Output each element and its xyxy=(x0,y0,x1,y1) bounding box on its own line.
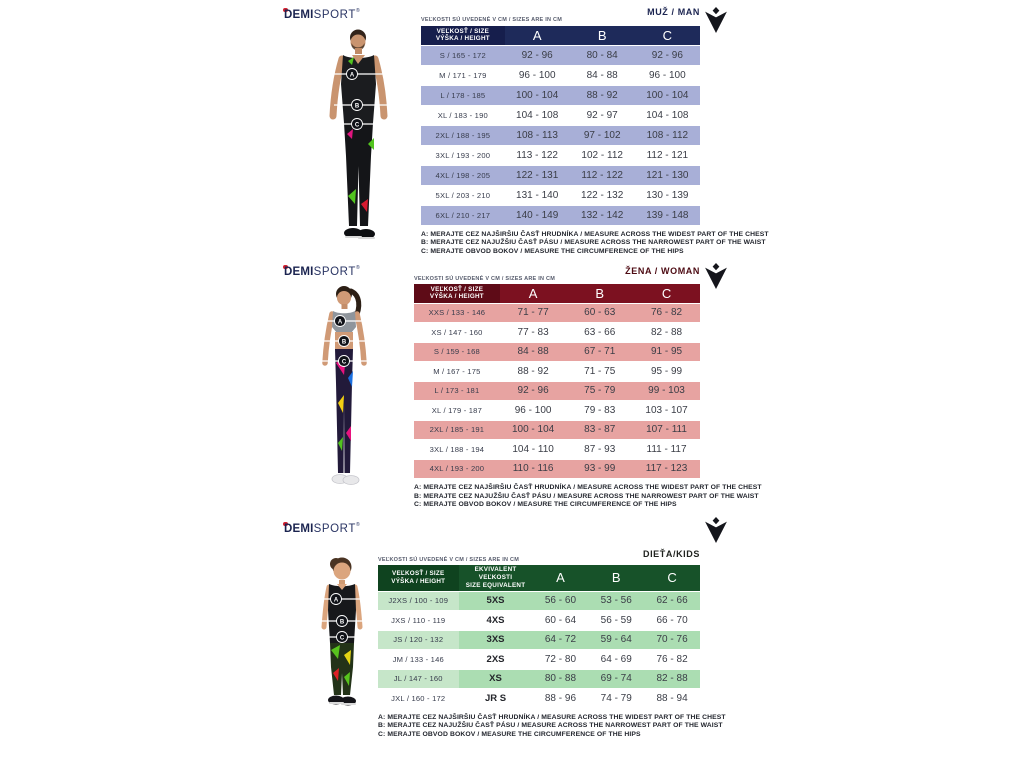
note-c: C: MERAJTE OBVOD BOKOV / MEASURE THE CIRCUMFERENCE OF THE HIPS xyxy=(378,730,641,738)
marker-c-badge: C xyxy=(339,635,345,642)
value-cell: 56 - 60 xyxy=(533,591,589,611)
table-row xyxy=(421,125,700,145)
note-c: C: MERAJTE OBVOD BOKOV / MEASURE THE CIRCUMFERENCE OF THE HIPS xyxy=(414,501,677,509)
registered-trademark: ® xyxy=(355,522,360,528)
model-photo-man xyxy=(312,26,400,248)
size-height-header xyxy=(414,284,500,303)
value-cell: 100 - 104 xyxy=(500,420,567,440)
logo-wordmark-bold: DEMI xyxy=(284,9,314,21)
size-cell: 4XL / 198 - 205 xyxy=(421,165,505,185)
value-cell: 100 - 104 xyxy=(635,85,700,105)
value-cell: 100 - 104 xyxy=(505,85,570,105)
size-cell: JXS / 110 - 119 xyxy=(378,611,459,631)
value-cell: 75 - 79 xyxy=(566,381,633,401)
value-cell: 53 - 56 xyxy=(588,591,644,611)
model-photo-kid xyxy=(296,555,388,711)
table-row xyxy=(378,591,700,611)
size-cell: JM / 133 - 146 xyxy=(378,650,459,670)
table-row xyxy=(421,45,700,65)
value-cell: 139 - 148 xyxy=(635,205,700,225)
column-b-header: B xyxy=(588,565,644,591)
audience-label-man: MUŽ / MAN xyxy=(647,7,700,17)
value-cell: 96 - 100 xyxy=(635,65,700,85)
value-cell: 80 - 84 xyxy=(570,45,635,65)
units-note: VEĽKOSTI SÚ UVEDENÉ V CM / SIZES ARE IN CM xyxy=(421,17,563,23)
equivalent-cell: 4XS xyxy=(459,611,533,631)
value-cell: 102 - 112 xyxy=(570,145,635,165)
value-cell: 66 - 70 xyxy=(644,611,700,631)
value-cell: 82 - 88 xyxy=(633,323,700,343)
table-row xyxy=(414,420,700,440)
size-cell: 2XL / 185 - 191 xyxy=(414,420,500,440)
size-cell: 3XL / 193 - 200 xyxy=(421,145,505,165)
table-row xyxy=(378,689,700,709)
logo-wordmark-light: SPORT xyxy=(313,523,356,535)
size-height-header xyxy=(421,26,505,45)
value-cell: 64 - 72 xyxy=(533,630,589,650)
table-row xyxy=(421,185,700,205)
value-cell: 74 - 79 xyxy=(588,689,644,709)
value-cell: 108 - 112 xyxy=(635,125,700,145)
value-cell: 121 - 130 xyxy=(635,165,700,185)
marker-c-badge: C xyxy=(354,122,360,129)
header-line: VÝŠKA / HEIGHT xyxy=(435,35,490,43)
value-cell: 70 - 76 xyxy=(644,630,700,650)
header-line: VEĽKOSŤ / SIZE xyxy=(436,27,490,35)
equivalent-cell: 3XS xyxy=(459,630,533,650)
value-cell: 76 - 82 xyxy=(644,650,700,670)
measurement-notes xyxy=(378,713,726,740)
table-header-row xyxy=(414,284,700,303)
size-cell: XL / 183 - 190 xyxy=(421,105,505,125)
units-note: VEĽKOSTI SÚ UVEDENÉ V CM / SIZES ARE IN CM xyxy=(414,276,556,282)
value-cell: 104 - 108 xyxy=(635,105,700,125)
macron-bird-icon xyxy=(703,260,729,293)
table-row xyxy=(414,381,700,401)
marker-c-badge: C xyxy=(341,359,347,366)
size-cell: JL / 147 - 160 xyxy=(378,669,459,689)
size-cell: XXS / 133 - 146 xyxy=(414,303,500,323)
table-header-row xyxy=(421,26,700,45)
size-cell: S / 165 - 172 xyxy=(421,45,505,65)
column-a-header: A xyxy=(533,565,589,591)
measurement-notes xyxy=(421,230,769,257)
units-note: VEĽKOSTI SÚ UVEDENÉ V CM / SIZES ARE IN CM xyxy=(378,557,520,563)
value-cell: 59 - 64 xyxy=(588,630,644,650)
value-cell: 88 - 96 xyxy=(533,689,589,709)
value-cell: 80 - 88 xyxy=(533,669,589,689)
note-a: A: MERAJTE CEZ NAJŠIRŠIU ČASŤ HRUDNÍKA / MEASURE ACROSS THE WIDEST PART OF THE CHEST xyxy=(378,713,726,721)
header-line: VEĽKOSŤ / SIZE xyxy=(392,570,445,578)
size-table-man xyxy=(421,26,700,226)
equivalent-cell: JR S xyxy=(459,689,533,709)
value-cell: 140 - 149 xyxy=(505,205,570,225)
value-cell: 110 - 116 xyxy=(500,459,567,479)
value-cell: 112 - 121 xyxy=(635,145,700,165)
value-cell: 83 - 87 xyxy=(566,420,633,440)
size-cell: XL / 179 - 187 xyxy=(414,401,500,421)
note-c: C: MERAJTE OBVOD BOKOV / MEASURE THE CIRCUMFERENCE OF THE HIPS xyxy=(421,247,684,255)
value-cell: 113 - 122 xyxy=(505,145,570,165)
table-row xyxy=(378,630,700,650)
macron-bird-icon xyxy=(703,4,729,37)
table-header-row xyxy=(378,565,700,591)
audience-label-kids: DIEŤA/KIDS xyxy=(642,549,700,559)
table-row xyxy=(414,459,700,479)
size-cell: S / 159 - 168 xyxy=(414,342,500,362)
table-row xyxy=(414,362,700,382)
table-row xyxy=(414,323,700,343)
value-cell: 72 - 80 xyxy=(533,650,589,670)
value-cell: 71 - 75 xyxy=(566,362,633,382)
macron-bird-icon xyxy=(703,514,729,547)
size-cell: JS / 120 - 132 xyxy=(378,630,459,650)
value-cell: 63 - 66 xyxy=(566,323,633,343)
table-row xyxy=(421,205,700,225)
size-table-woman xyxy=(414,284,700,479)
equivalent-cell: XS xyxy=(459,669,533,689)
equivalent-cell: 2XS xyxy=(459,650,533,670)
value-cell: 84 - 88 xyxy=(570,65,635,85)
column-a-header: A xyxy=(505,26,570,45)
size-chart-section-woman xyxy=(0,257,1024,513)
table-row xyxy=(421,165,700,185)
equivalent-cell: 5XS xyxy=(459,591,533,611)
value-cell: 88 - 94 xyxy=(644,689,700,709)
size-chart-section-man xyxy=(0,0,1024,257)
value-cell: 108 - 113 xyxy=(505,125,570,145)
table-row xyxy=(414,303,700,323)
value-cell: 79 - 83 xyxy=(566,401,633,421)
column-c-header: C xyxy=(644,565,700,591)
marker-b-badge: B xyxy=(339,619,345,626)
value-cell: 77 - 83 xyxy=(500,323,567,343)
value-cell: 96 - 100 xyxy=(500,401,567,421)
size-cell: 5XL / 203 - 210 xyxy=(421,185,505,205)
marker-a-badge: A xyxy=(337,319,343,326)
demisport-logo xyxy=(283,261,360,279)
value-cell: 64 - 69 xyxy=(588,650,644,670)
value-cell: 92 - 96 xyxy=(505,45,570,65)
value-cell: 131 - 140 xyxy=(505,185,570,205)
marker-b-badge: B xyxy=(341,339,347,346)
size-chart-section-kids xyxy=(0,513,1024,768)
value-cell: 60 - 64 xyxy=(533,611,589,631)
value-cell: 103 - 107 xyxy=(633,401,700,421)
size-cell: 3XL / 188 - 194 xyxy=(414,440,500,460)
value-cell: 95 - 99 xyxy=(633,362,700,382)
note-b: B: MERAJTE CEZ NAJUŽŠIU ČASŤ PÁSU / MEASURE ACROSS THE NARROWEST PART OF THE WAIST xyxy=(378,722,723,730)
marker-a-badge: A xyxy=(333,597,339,604)
demisport-logo xyxy=(283,518,360,536)
size-cell: M / 167 - 175 xyxy=(414,362,500,382)
size-equivalent-header xyxy=(459,565,533,591)
size-cell: 6XL / 210 - 217 xyxy=(421,205,505,225)
model-photo-woman xyxy=(302,283,386,498)
column-b-header: B xyxy=(570,26,635,45)
logo-wordmark-light: SPORT xyxy=(313,9,356,21)
value-cell: 99 - 103 xyxy=(633,381,700,401)
measurement-notes xyxy=(414,484,762,510)
registered-trademark: ® xyxy=(355,8,360,14)
value-cell: 92 - 96 xyxy=(635,45,700,65)
value-cell: 88 - 92 xyxy=(570,85,635,105)
size-cell: 2XL / 188 - 195 xyxy=(421,125,505,145)
size-table-kids xyxy=(378,565,700,709)
table-row xyxy=(378,669,700,689)
value-cell: 92 - 96 xyxy=(500,381,567,401)
value-cell: 130 - 139 xyxy=(635,185,700,205)
value-cell: 76 - 82 xyxy=(633,303,700,323)
audience-label-woman: ŽENA / WOMAN xyxy=(625,266,700,276)
logo-wordmark-bold: DEMI xyxy=(284,523,314,535)
note-b: B: MERAJTE CEZ NAJUŽŠIU ČASŤ PÁSU / MEASURE ACROSS THE NARROWEST PART OF THE WAIST xyxy=(414,492,759,500)
value-cell: 132 - 142 xyxy=(570,205,635,225)
size-cell: JXL / 160 - 172 xyxy=(378,689,459,709)
size-cell: L / 173 - 181 xyxy=(414,381,500,401)
demisport-logo xyxy=(283,4,360,22)
column-c-header: C xyxy=(633,284,700,303)
value-cell: 62 - 66 xyxy=(644,591,700,611)
value-cell: 107 - 111 xyxy=(633,420,700,440)
table-row xyxy=(421,105,700,125)
size-cell: J2XS / 100 - 109 xyxy=(378,591,459,611)
value-cell: 122 - 131 xyxy=(505,165,570,185)
value-cell: 96 - 100 xyxy=(505,65,570,85)
table-row xyxy=(414,401,700,421)
registered-trademark: ® xyxy=(355,265,360,271)
value-cell: 56 - 59 xyxy=(588,611,644,631)
header-line: VEĽKOSŤ / SIZE xyxy=(430,285,484,293)
value-cell: 112 - 122 xyxy=(570,165,635,185)
value-cell: 91 - 95 xyxy=(633,342,700,362)
value-cell: 87 - 93 xyxy=(566,440,633,460)
table-row xyxy=(421,85,700,105)
value-cell: 88 - 92 xyxy=(500,362,567,382)
value-cell: 122 - 132 xyxy=(570,185,635,205)
note-b: B: MERAJTE CEZ NAJUŽŠIU ČASŤ PÁSU / MEASURE ACROSS THE NARROWEST PART OF THE WAIST xyxy=(421,239,766,247)
size-cell: XS / 147 - 160 xyxy=(414,323,500,343)
logo-wordmark-bold: DEMI xyxy=(284,266,314,278)
table-row xyxy=(421,145,700,165)
marker-b-badge: B xyxy=(354,103,360,110)
value-cell: 93 - 99 xyxy=(566,459,633,479)
value-cell: 104 - 108 xyxy=(505,105,570,125)
value-cell: 69 - 74 xyxy=(588,669,644,689)
logo-wordmark-light: SPORT xyxy=(313,266,356,278)
header-line: VÝŠKA / HEIGHT xyxy=(391,577,446,585)
value-cell: 104 - 110 xyxy=(500,440,567,460)
size-cell: L / 178 - 185 xyxy=(421,85,505,105)
table-row xyxy=(378,650,700,670)
value-cell: 111 - 117 xyxy=(633,440,700,460)
note-a: A: MERAJTE CEZ NAJŠIRŠIU ČASŤ HRUDNÍKA / MEASURE ACROSS THE WIDEST PART OF THE CHEST xyxy=(421,230,769,238)
value-cell: 84 - 88 xyxy=(500,342,567,362)
value-cell: 97 - 102 xyxy=(570,125,635,145)
column-a-header: A xyxy=(500,284,567,303)
table-row xyxy=(421,65,700,85)
size-cell: 4XL / 193 - 200 xyxy=(414,459,500,479)
header-line: VÝŠKA / HEIGHT xyxy=(429,293,484,301)
column-b-header: B xyxy=(566,284,633,303)
marker-a-badge: A xyxy=(349,72,355,79)
table-row xyxy=(414,342,700,362)
header-line: EKVIVALENT VEĽKOSTI xyxy=(474,566,517,581)
value-cell: 117 - 123 xyxy=(633,459,700,479)
value-cell: 71 - 77 xyxy=(500,303,567,323)
table-row xyxy=(378,611,700,631)
size-cell: M / 171 - 179 xyxy=(421,65,505,85)
table-row xyxy=(414,440,700,460)
value-cell: 60 - 63 xyxy=(566,303,633,323)
value-cell: 67 - 71 xyxy=(566,342,633,362)
size-height-header xyxy=(378,565,459,591)
value-cell: 82 - 88 xyxy=(644,669,700,689)
header-line: SIZE EQUIVALENT xyxy=(465,581,526,589)
value-cell: 92 - 97 xyxy=(570,105,635,125)
note-a: A: MERAJTE CEZ NAJŠIRŠIU ČASŤ HRUDNÍKA / MEASURE ACROSS THE WIDEST PART OF THE CHEST xyxy=(414,484,762,491)
column-c-header: C xyxy=(635,26,700,45)
